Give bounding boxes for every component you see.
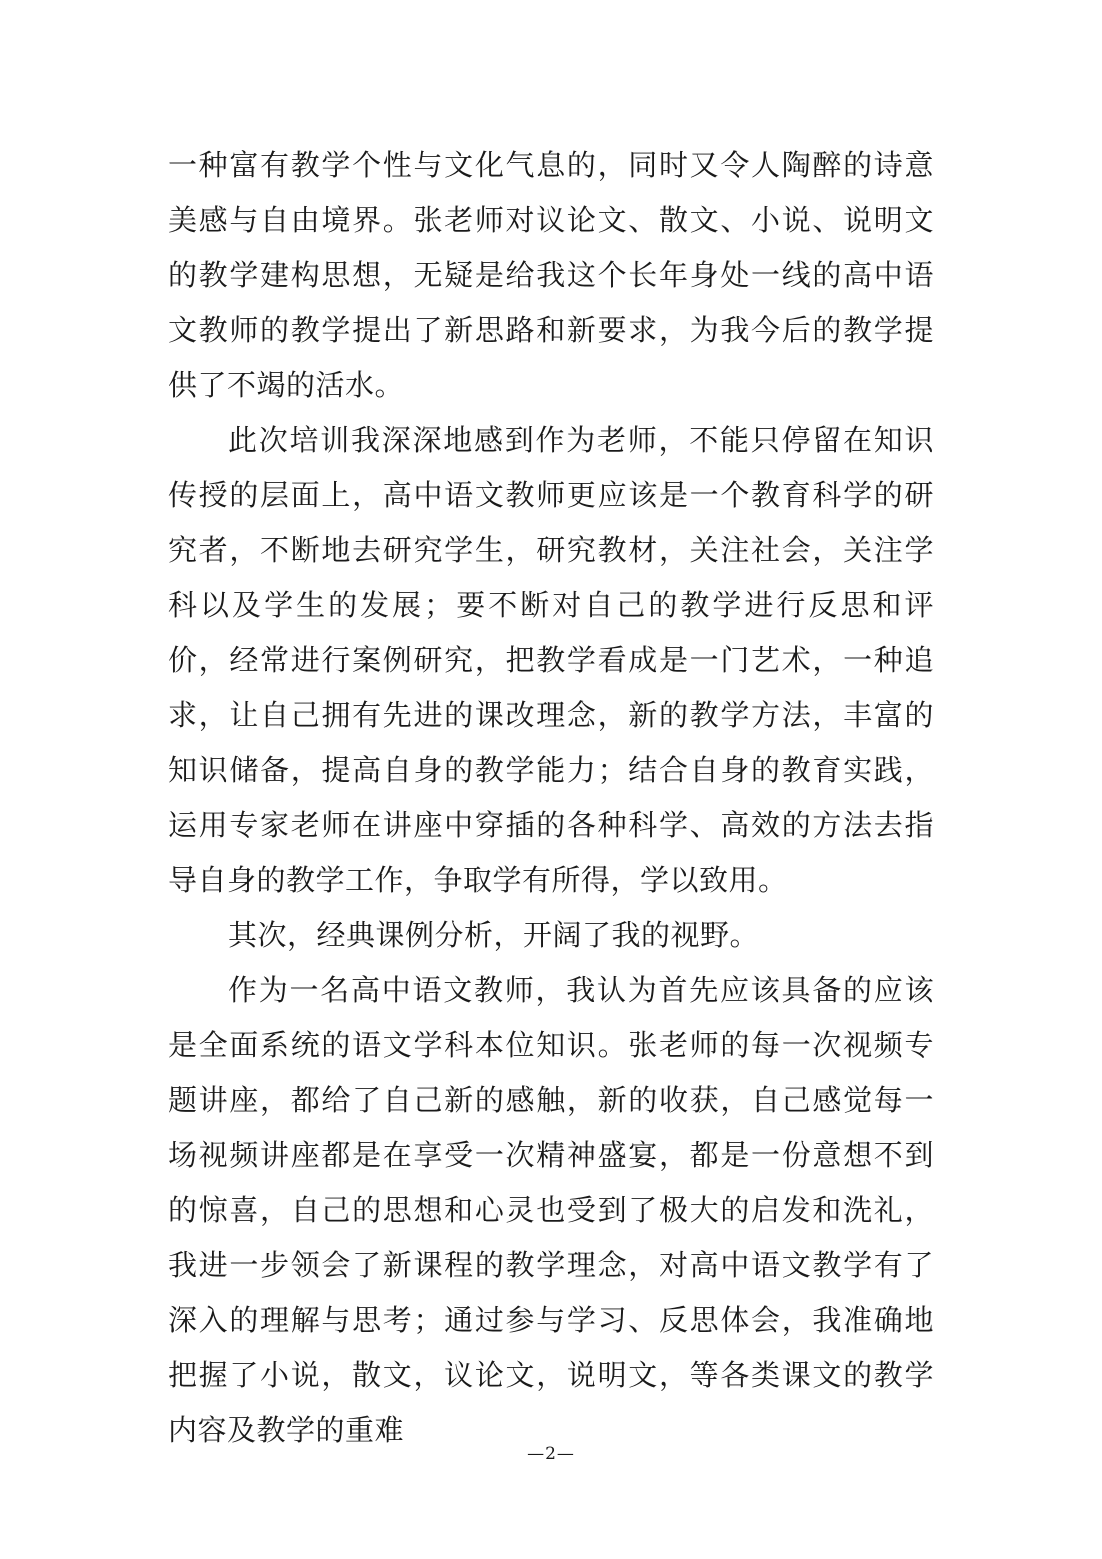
- paragraph-3: 其次，经典课例分析，开阔了我的视野。: [228, 918, 760, 952]
- body-text: [168, 138, 934, 1458]
- page-number: —2—: [527, 1444, 575, 1464]
- paragraph-4: 作为一名高中语文教师，我认为首先应该具备的应该是全面系统的语文学科本位知识。张老师的每一次视频专题讲座，都给了自己新的感触，新的收获，自己感觉每一场视频讲座都是在享受一次精神盛宴，都是一份意想不到的惊喜，自己的思想和心灵也受到了极大的启发和洗礼，我进一步领会了新课程的教学理念，对高中语文教学有了深入的理解与思考；通过参与学习、反思体会，我准确地把握了小说，散文，议论文，说明文，等各类课文的教学内容及教学的重难: [168, 973, 934, 1447]
- paragraph-2: 此次培训我深深地感到作为老师，不能只停留在知识传授的层面上，高中语文教师更应该是一个教育科学的研究者，不断地去研究学生，研究教材，关注社会，关注学科以及学生的发展；要不断对自己的教学进行反思和评价，经常进行案例研究，把教学看成是一门艺术，一种追求，让自己拥有先进的课改理念，新的教学方法，丰富的知识储备，提高自身的教学能力；结合自身的教育实践，运用专家老师在讲座中穿插的各种科学、高效的方法去指导自身的教学工作，争取学有所得，学以致用。: [168, 423, 934, 897]
- paragraph-1: 一种富有教学个性与文化气息的，同时又令人陶醉的诗意美感与自由境界。张老师对议论文、散文、小说、说明文的教学建构思想，无疑是给我这个长年身处一线的高中语文教师的教学提出了新思路和新要求，为我今后的教学提供了不竭的活水。: [168, 148, 934, 402]
